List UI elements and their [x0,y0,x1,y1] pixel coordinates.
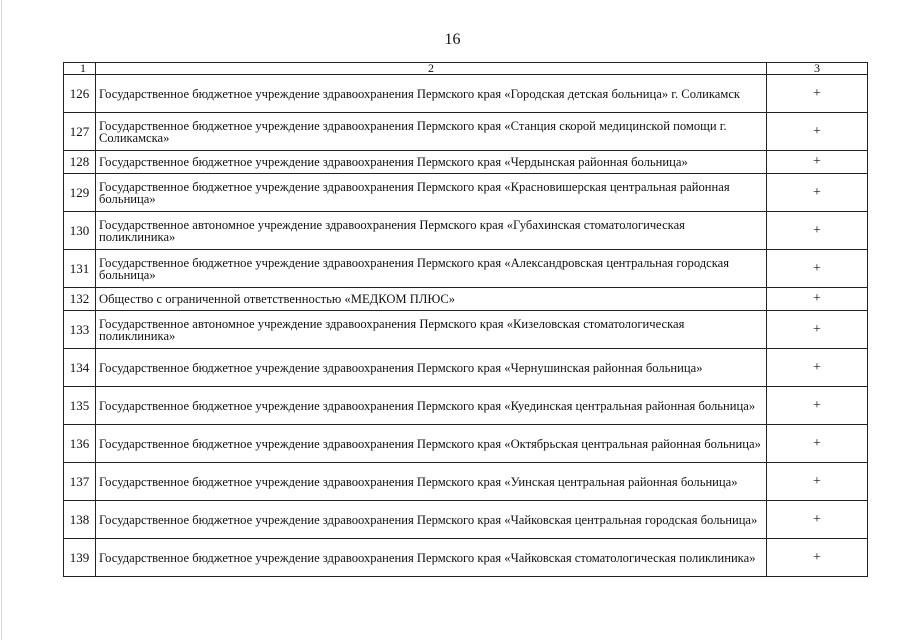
organization-name: Государственное бюджетное учреждение здравоохранения Пермского края «Станция скорой медицинской помощи г. Соликамска» [96,113,767,151]
row-number: 126 [64,75,96,113]
row-number: 138 [64,501,96,539]
table-row [64,288,868,311]
organization-name: Государственное бюджетное учреждение здравоохранения Пермского края «Чернушинская районная больница» [96,349,767,387]
organization-name: Государственное бюджетное учреждение здравоохранения Пермского края «Городская детская больница» г. Соликамск [96,75,767,113]
inclusion-mark: + [767,288,868,311]
organization-name: Государственное бюджетное учреждение здравоохранения Пермского края «Чайковская центральная городская больница» [96,501,767,539]
table-row [64,250,868,288]
organization-name: Государственное бюджетное учреждение здравоохранения Пермского края «Куединская центральная районная больница» [96,387,767,425]
page-edge-line [1,0,2,640]
inclusion-mark: + [767,250,868,288]
table-body [64,63,868,577]
table-row [64,425,868,463]
organization-name: Государственное бюджетное учреждение здравоохранения Пермского края «Октябрьская центральная районная больница» [96,425,767,463]
row-number: 129 [64,174,96,212]
row-number: 132 [64,288,96,311]
inclusion-mark: + [767,311,868,349]
row-number: 128 [64,151,96,174]
organization-name: Государственное бюджетное учреждение здравоохранения Пермского края «Уинская центральная районная больница» [96,463,767,501]
inclusion-mark: + [767,174,868,212]
organization-name: Государственное бюджетное учреждение здравоохранения Пермского края «Чайковская стоматологическая поликлиника» [96,539,767,577]
table-row [64,349,868,387]
inclusion-mark: + [767,463,868,501]
organization-name: Государственное бюджетное учреждение здравоохранения Пермского края «Александровская центральная городская больница» [96,250,767,288]
inclusion-mark: + [767,539,868,577]
header-col-mark: 3 [767,63,868,75]
inclusion-mark: + [767,212,868,250]
row-number: 136 [64,425,96,463]
row-number: 135 [64,387,96,425]
header-col-number: 1 [64,63,96,75]
organization-name: Государственное автономное учреждение здравоохранения Пермского края «Кизеловская стоматологическая поликлиника» [96,311,767,349]
table-row [64,75,868,113]
header-col-name: 2 [96,63,767,75]
table-row [64,174,868,212]
inclusion-mark: + [767,425,868,463]
inclusion-mark: + [767,501,868,539]
row-number: 137 [64,463,96,501]
page-number: 16 [444,31,461,48]
inclusion-mark: + [767,113,868,151]
organization-name: Государственное автономное учреждение здравоохранения Пермского края «Губахинская стоматологическая поликлиника» [96,212,767,250]
row-number: 134 [64,349,96,387]
row-number: 127 [64,113,96,151]
organization-name: Общество с ограниченной ответственностью «МЕДКОМ ПЛЮС» [96,288,767,311]
table-row [64,539,868,577]
table-row [64,501,868,539]
table-row [64,311,868,349]
table-row [64,113,868,151]
inclusion-mark: + [767,151,868,174]
organization-name: Государственное бюджетное учреждение здравоохранения Пермского края «Чердынская районная больница» [96,151,767,174]
row-number: 131 [64,250,96,288]
organization-name: Государственное бюджетное учреждение здравоохранения Пермского края «Красновишерская центральная районная больница» [96,174,767,212]
row-number: 133 [64,311,96,349]
table-row [64,463,868,501]
registry-table [63,62,868,577]
row-number: 130 [64,212,96,250]
inclusion-mark: + [767,75,868,113]
table-row [64,212,868,250]
table-row [64,151,868,174]
table-header-row [64,63,868,75]
inclusion-mark: + [767,349,868,387]
table-row [64,387,868,425]
row-number: 139 [64,539,96,577]
inclusion-mark: + [767,387,868,425]
